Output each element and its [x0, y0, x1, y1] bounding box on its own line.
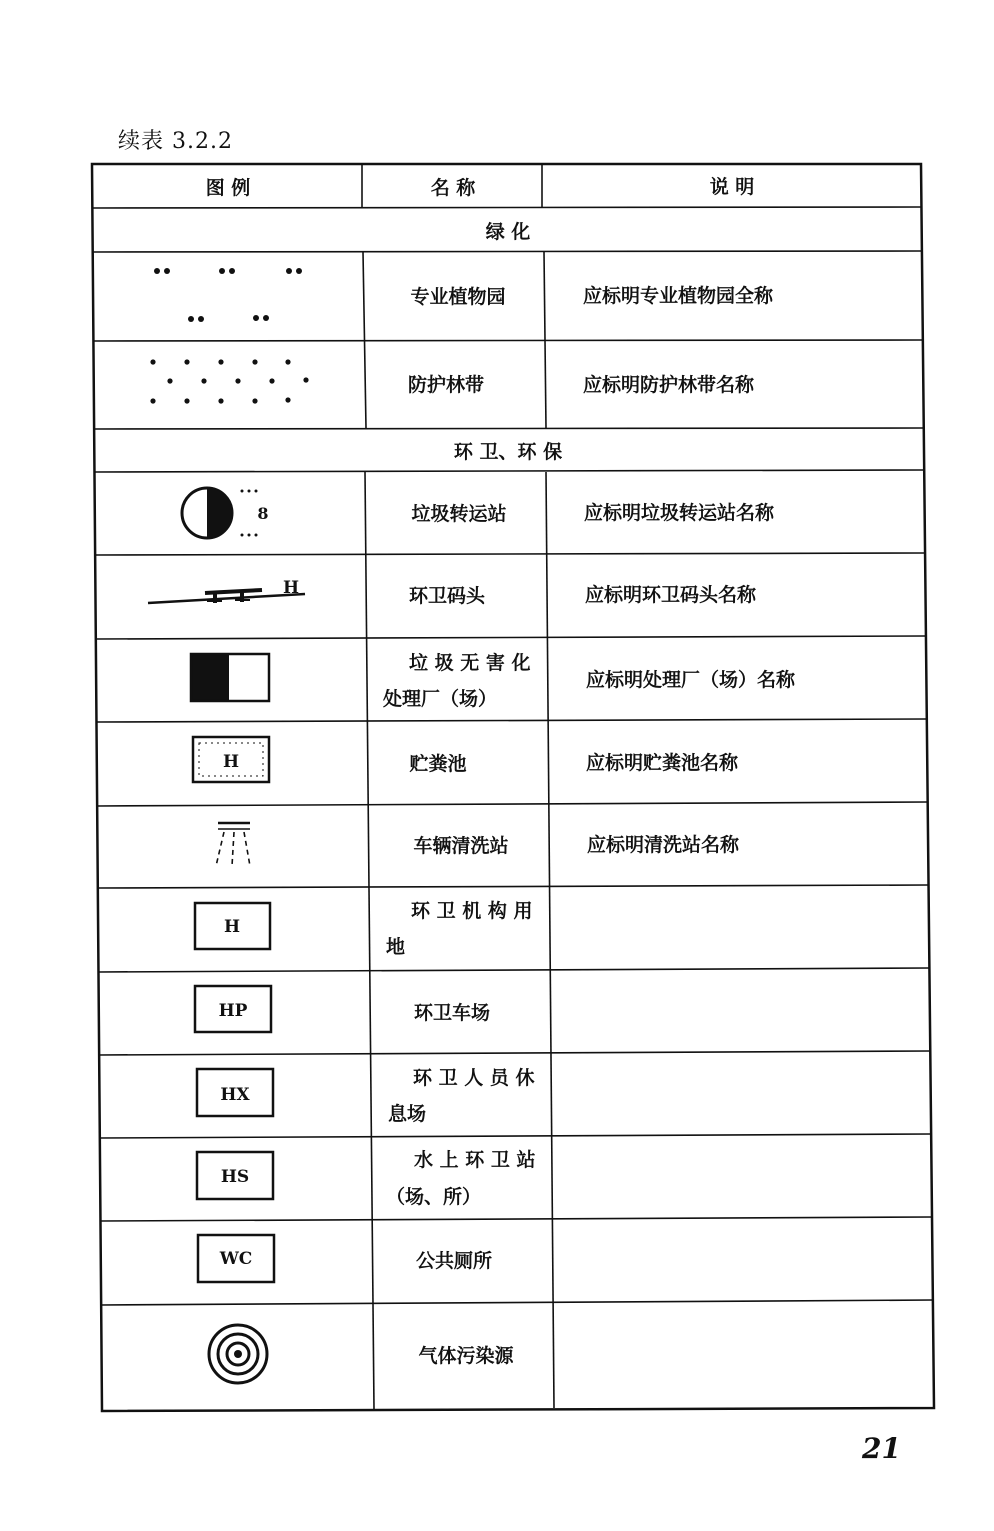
header-name: 名 称 — [430, 177, 476, 199]
name-treatment-plant-line1: 垃 圾 无 害 化 — [409, 652, 531, 674]
note-cesspool: 应标明贮粪池名称 — [586, 752, 739, 774]
note-sanitation-wharf: 应标明环卫码头名称 — [585, 584, 757, 606]
public-toilet-icon — [198, 1235, 274, 1282]
vehicle-wash-icon — [216, 823, 250, 866]
column-dividers — [362, 164, 554, 1409]
name-cesspool: 贮粪池 — [409, 753, 467, 775]
vehicle-depot-icon — [195, 986, 271, 1032]
note-botanical-garden: 应标明专业植物园全称 — [583, 285, 774, 307]
header-description: 说 明 — [709, 176, 755, 198]
staff-rest-icon — [197, 1069, 273, 1116]
name-vehicle-wash: 车辆清洗站 — [413, 835, 509, 857]
name-staff-rest-line2: 息场 — [388, 1103, 427, 1125]
row-dividers — [92, 207, 933, 1305]
name-shelter-belt: 防护林带 — [407, 374, 485, 396]
note-treatment-plant: 应标明处理厂（场）名称 — [586, 669, 796, 691]
shelter-belt-icon — [150, 359, 308, 403]
table-caption: 续表 3.2.2 — [118, 129, 233, 154]
name-vehicle-depot: 环卫车场 — [413, 1002, 491, 1024]
cesspool-symbol-label: H — [222, 752, 240, 772]
public-toilet-symbol-label: WC — [219, 1249, 253, 1269]
cesspool-icon — [193, 737, 269, 782]
note-vehicle-wash: 应标明清洗站名称 — [587, 834, 740, 856]
note-transfer-station: 应标明垃圾转运站名称 — [584, 502, 775, 524]
section-sanitation: 环 卫、环 保 — [453, 441, 563, 463]
water-station-symbol-label: HS — [220, 1167, 250, 1187]
header-legend: 图 例 — [205, 177, 251, 199]
name-botanical-garden: 专业植物园 — [410, 286, 506, 308]
name-gas-pollution: 气体污染源 — [418, 1345, 514, 1367]
transfer-station-icon — [182, 488, 269, 538]
botanical-garden-icon — [154, 268, 302, 322]
name-sanitation-agency-line1: 环 卫 机 构 用 — [411, 900, 533, 922]
page-number: 21 — [862, 1432, 901, 1465]
water-station-icon — [197, 1152, 273, 1199]
name-sanitation-wharf: 环卫码头 — [408, 585, 486, 607]
name-staff-rest-line1: 环 卫 人 员 休 — [413, 1067, 535, 1089]
section-greening: 绿 化 — [485, 221, 531, 243]
treatment-plant-icon — [191, 654, 269, 701]
name-public-toilet: 公共厕所 — [415, 1250, 493, 1272]
name-sanitation-agency-line2: 地 — [386, 936, 406, 958]
name-treatment-plant-line2: 处理厂（场） — [383, 688, 498, 710]
table-border — [92, 164, 934, 1411]
sanitation-wharf-symbol-label: H — [282, 578, 300, 598]
name-transfer-station: 垃圾转运站 — [411, 503, 507, 525]
sanitation-agency-symbol-label: H — [223, 917, 241, 937]
name-water-station-line1: 水 上 环 卫 站 — [414, 1149, 536, 1171]
transfer-station-symbol-label: 8 — [257, 504, 269, 523]
name-water-station-line2: （场、所） — [386, 1186, 482, 1208]
note-shelter-belt: 应标明防护林带名称 — [583, 374, 755, 396]
sanitation-wharf-icon — [148, 578, 305, 603]
sanitation-agency-icon — [195, 903, 270, 949]
staff-rest-symbol-label: HX — [220, 1085, 250, 1105]
gas-pollution-icon — [209, 1325, 267, 1383]
vehicle-depot-symbol-label: HP — [218, 1001, 248, 1021]
